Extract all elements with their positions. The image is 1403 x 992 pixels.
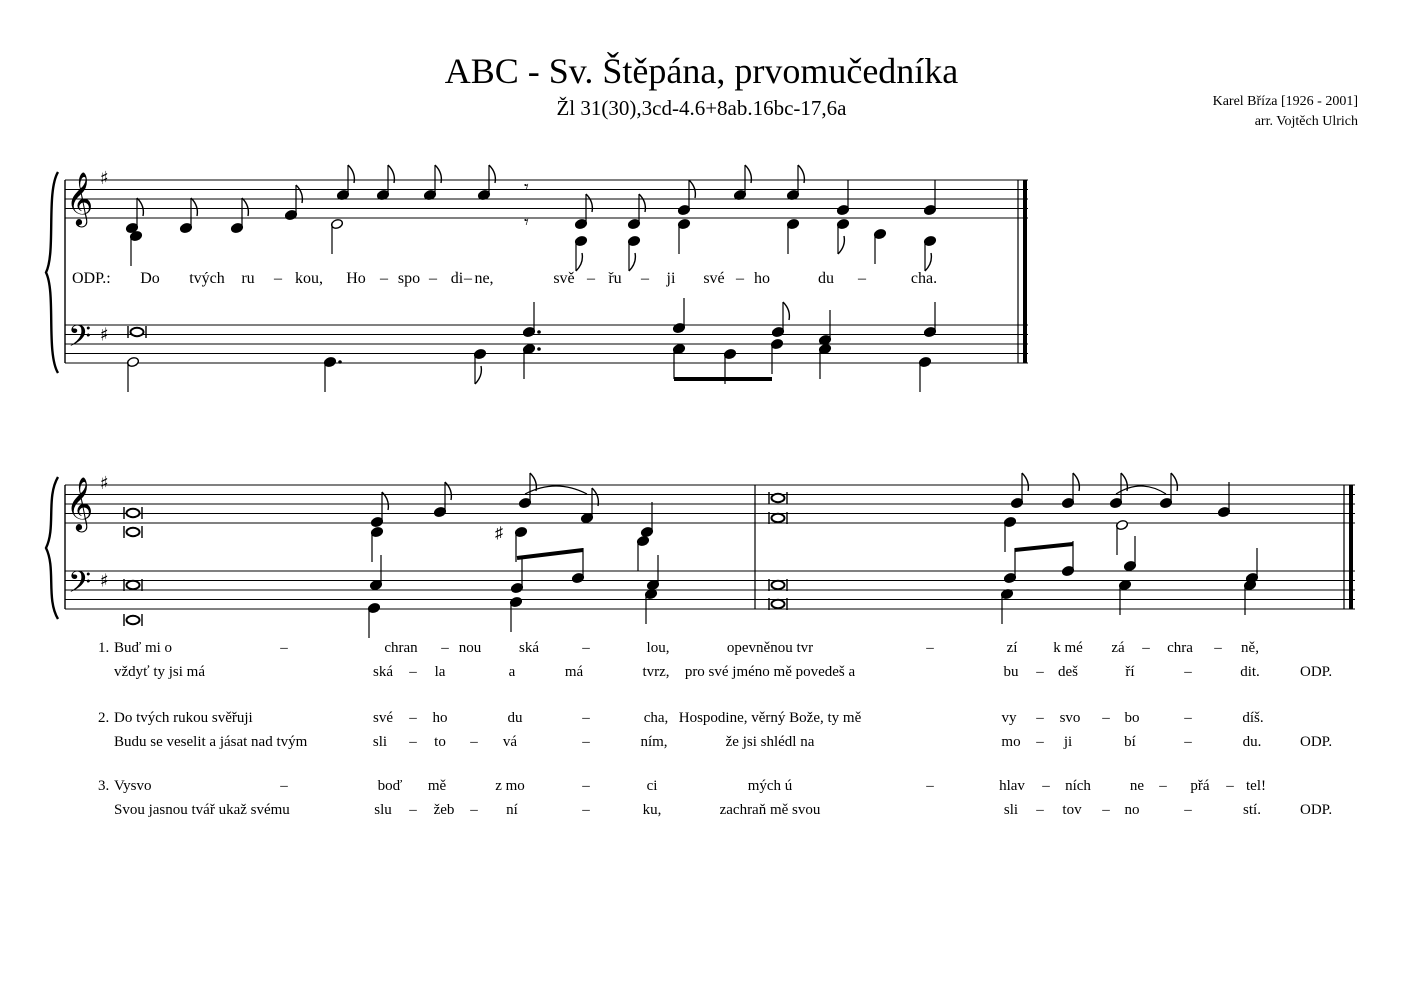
refrain-marker: ODP. [1300,664,1333,680]
response-syllable: – [858,270,866,287]
refrain-marker: ODP. [1300,802,1333,818]
breve-note [127,581,140,589]
breve-note [772,600,785,608]
verse-syllable: pro své jméno mě povedeš a [684,664,856,680]
note-flag [1171,473,1177,491]
response-syllable: Do [140,270,160,287]
key-sharp: ♯ [100,168,109,189]
verse-syllable: cha, [643,710,669,726]
verse-syllable: ně, [1241,640,1259,656]
verse-syllable: bo [1124,710,1140,726]
verse-syllable: – [1036,664,1044,680]
note-flag [592,488,598,506]
key-sharp: ♯ [100,473,109,494]
verse-syllable: – [582,640,590,656]
response-syllable: – [736,270,744,287]
verse-syllable: Vysvo [114,778,152,794]
verse-syllable: zí [1006,640,1018,656]
note-flag [925,253,931,271]
verse-syllable: svo [1059,710,1081,726]
verse-syllable: – [926,778,934,794]
key-sharp: ♯ [100,324,109,346]
response-syllable: du [818,270,834,287]
verse-syllable: – [280,640,288,656]
verse-syllable: žeb [433,802,455,818]
breve-note [127,528,140,536]
verse-syllable: – [470,802,478,818]
verse-syllable: – [1226,778,1234,794]
verse-syllable: – [1184,802,1192,818]
response-syllable: ho [754,270,770,287]
verse-syllable: – [582,802,590,818]
brace [46,477,58,619]
verse-syllable: – [1102,710,1110,726]
verse-syllable: – [1036,710,1044,726]
response-syllable: Ho [346,270,366,287]
note-flag [586,194,592,212]
breve-note [127,616,140,624]
verse-syllable: Svou jasnou tvář ukaž svému [114,802,290,818]
response-syllable: – [464,270,472,287]
verse-syllable: ne [1129,778,1145,794]
response-syllable: cha. [910,270,938,287]
verse-syllable: slu [374,802,392,818]
verse-syllable: – [409,802,417,818]
note-dot [537,330,541,334]
verse-syllable: no [1124,802,1140,818]
response-label: ODP.: [72,270,111,287]
verse-syllable: – [1036,734,1044,750]
verse-syllable: mo [1001,734,1021,750]
breve-note [772,514,785,522]
verse-syllable: ních [1065,778,1091,794]
verse-syllable: – [441,640,449,656]
verse-syllable: – [1159,778,1167,794]
page-title: ABC - Sv. Štěpána, prvomučedníka [444,51,959,91]
verse-syllable: nou [458,640,482,656]
refrain-marker: ODP. [1300,734,1333,750]
verse-syllable: – [280,778,288,794]
note-flag [783,302,789,320]
response-syllable: – [641,270,649,287]
verse-syllable: – [582,778,590,794]
verse-syllable: du. [1242,734,1262,750]
verse-syllable: ská [519,640,539,656]
note-flag [242,198,248,216]
verse-syllable: to [434,734,446,750]
verse-syllable: Budu se veselit a jásat nad tvým [114,734,308,750]
verse-syllable: – [470,734,478,750]
verse-syllable: – [1036,802,1044,818]
verse-syllable: bu [1003,664,1019,680]
notes [124,165,1259,638]
response-syllable: – [587,270,595,287]
verse-syllable: sli [372,734,388,750]
verse-syllable: – [409,664,417,680]
verse-syllable: Buď mi o [114,640,173,656]
note-flag [1073,473,1079,491]
response-syllable: – [274,270,282,287]
verse-syllable: – [926,640,934,656]
response-syllable: tvých [189,270,225,287]
verse-syllable: – [1184,664,1192,680]
verse-syllable: – [582,710,590,726]
verse-syllable: ří [1125,664,1135,680]
verse-syllable: – [409,710,417,726]
note-flag [191,198,197,216]
verse-syllable: že jsi shlédl na [725,734,815,750]
verse-syllable: deš [1058,664,1078,680]
verse-syllable: dit. [1240,664,1260,680]
note-flag [296,185,302,203]
verse-syllable: tvrz, [642,664,670,680]
verse-syllable: boď [377,778,403,794]
verse-syllable: – [1042,778,1050,794]
treble-clef: 𝄞 [66,171,94,225]
breve-note [127,509,140,517]
verse-syllable: vá [502,734,518,750]
verse-syllable: bí [1124,734,1136,750]
bass-clef: 𝄢 [68,566,92,607]
beam [517,550,583,558]
verse-syllable: stí. [1243,802,1261,818]
verse-syllable: ku, [642,802,662,818]
breve-note [131,328,144,336]
verse-syllable: a [508,664,516,680]
breve-note [772,581,785,589]
verse-syllable: z mo [495,778,525,794]
note-flag [137,198,143,216]
verse-syllable: – [582,734,590,750]
note-flag [1022,473,1028,491]
verse-syllable: ji [1063,734,1073,750]
lyrics [72,270,1332,818]
verse-syllable: přá [1190,778,1210,794]
verse-number: 2. [98,710,110,726]
bass-clef: 𝄢 [68,320,92,361]
verse-syllable: díš. [1242,710,1264,726]
arranger-credit: arr. Vojtěch Ulrich [1254,114,1358,129]
verse-syllable: zachraň mě svou [719,802,821,818]
verse-syllable: – [1102,802,1110,818]
response-syllable: ru [241,270,255,287]
verse-syllable: ním, [640,734,668,750]
verse-syllable: ní [506,802,518,818]
note-flag [530,473,536,491]
verse-syllable: vždyť ty jsi má [114,664,205,680]
verse-syllable: – [409,734,417,750]
psalm-reference: Žl 31(30),3cd-4.6+8ab.16bc-17,6a [556,96,847,120]
note-flag [838,236,844,254]
note-flag [475,366,481,384]
verse-syllable: Hospodine, věrný Bože, ty mě [678,710,862,726]
verse-syllable: – [1214,640,1222,656]
verse-syllable: opevněnou tvr [726,640,814,656]
note-dot [338,360,342,364]
note-flag [576,253,582,271]
verse-syllable: ci [646,778,658,794]
verse-syllable: mých ú [747,778,793,794]
verse-syllable: lou, [646,640,670,656]
verse-syllable: tel! [1246,778,1266,794]
response-syllable: spo [397,270,421,287]
slur [525,486,587,494]
verse-syllable: tov [1062,802,1082,818]
verse-syllable: – [1184,734,1192,750]
verse-number: 3. [98,778,110,794]
brace [46,172,58,373]
eighth-rest: 𝄾 [524,177,529,198]
response-syllable: ji [666,270,676,287]
note-flag [639,194,645,212]
verse-syllable: – [1184,710,1192,726]
composer-credit: Karel Bříza [1926 - 2001] [1212,94,1358,109]
verse-syllable: vy [1001,710,1017,726]
note-dot [537,347,541,351]
slur [1116,486,1166,494]
response-syllable: svě [553,270,575,287]
note-flag [629,253,635,271]
response-syllable: své [703,270,725,287]
treble-clef: 𝄞 [66,476,94,530]
verse-syllable: chran [384,640,418,656]
verse-syllable: má [564,664,584,680]
verse-syllable: ho [432,710,448,726]
verse-syllable: zá [1111,640,1125,656]
verse-syllable: – [1142,640,1150,656]
verse-syllable: Do tvých rukou svěřuji [114,710,253,726]
staff-lines [46,168,1355,619]
response-syllable: di [450,270,464,287]
verse-syllable: své [373,710,393,726]
verse-syllable: mě [427,778,447,794]
verse-syllable: la [434,664,446,680]
verse-syllable: hlav [999,778,1025,794]
response-syllable: kou, [295,270,323,287]
response-syllable: ne, [474,270,494,287]
verse-syllable: k mé [1053,640,1083,656]
response-syllable: – [380,270,388,287]
breve-note [772,494,785,502]
key-sharp: ♯ [100,570,109,592]
response-syllable: – [429,270,437,287]
verse-number: 1. [98,640,110,656]
verse-syllable: ská [373,664,393,680]
eighth-rest: 𝄾 [524,212,529,233]
response-syllable: řu [608,270,622,287]
beam [1015,544,1073,550]
verse-syllable: sli [1003,802,1019,818]
verse-syllable: du [507,710,523,726]
accidental-sharp: ♯ [495,525,503,542]
verse-syllable: chra [1167,640,1193,656]
